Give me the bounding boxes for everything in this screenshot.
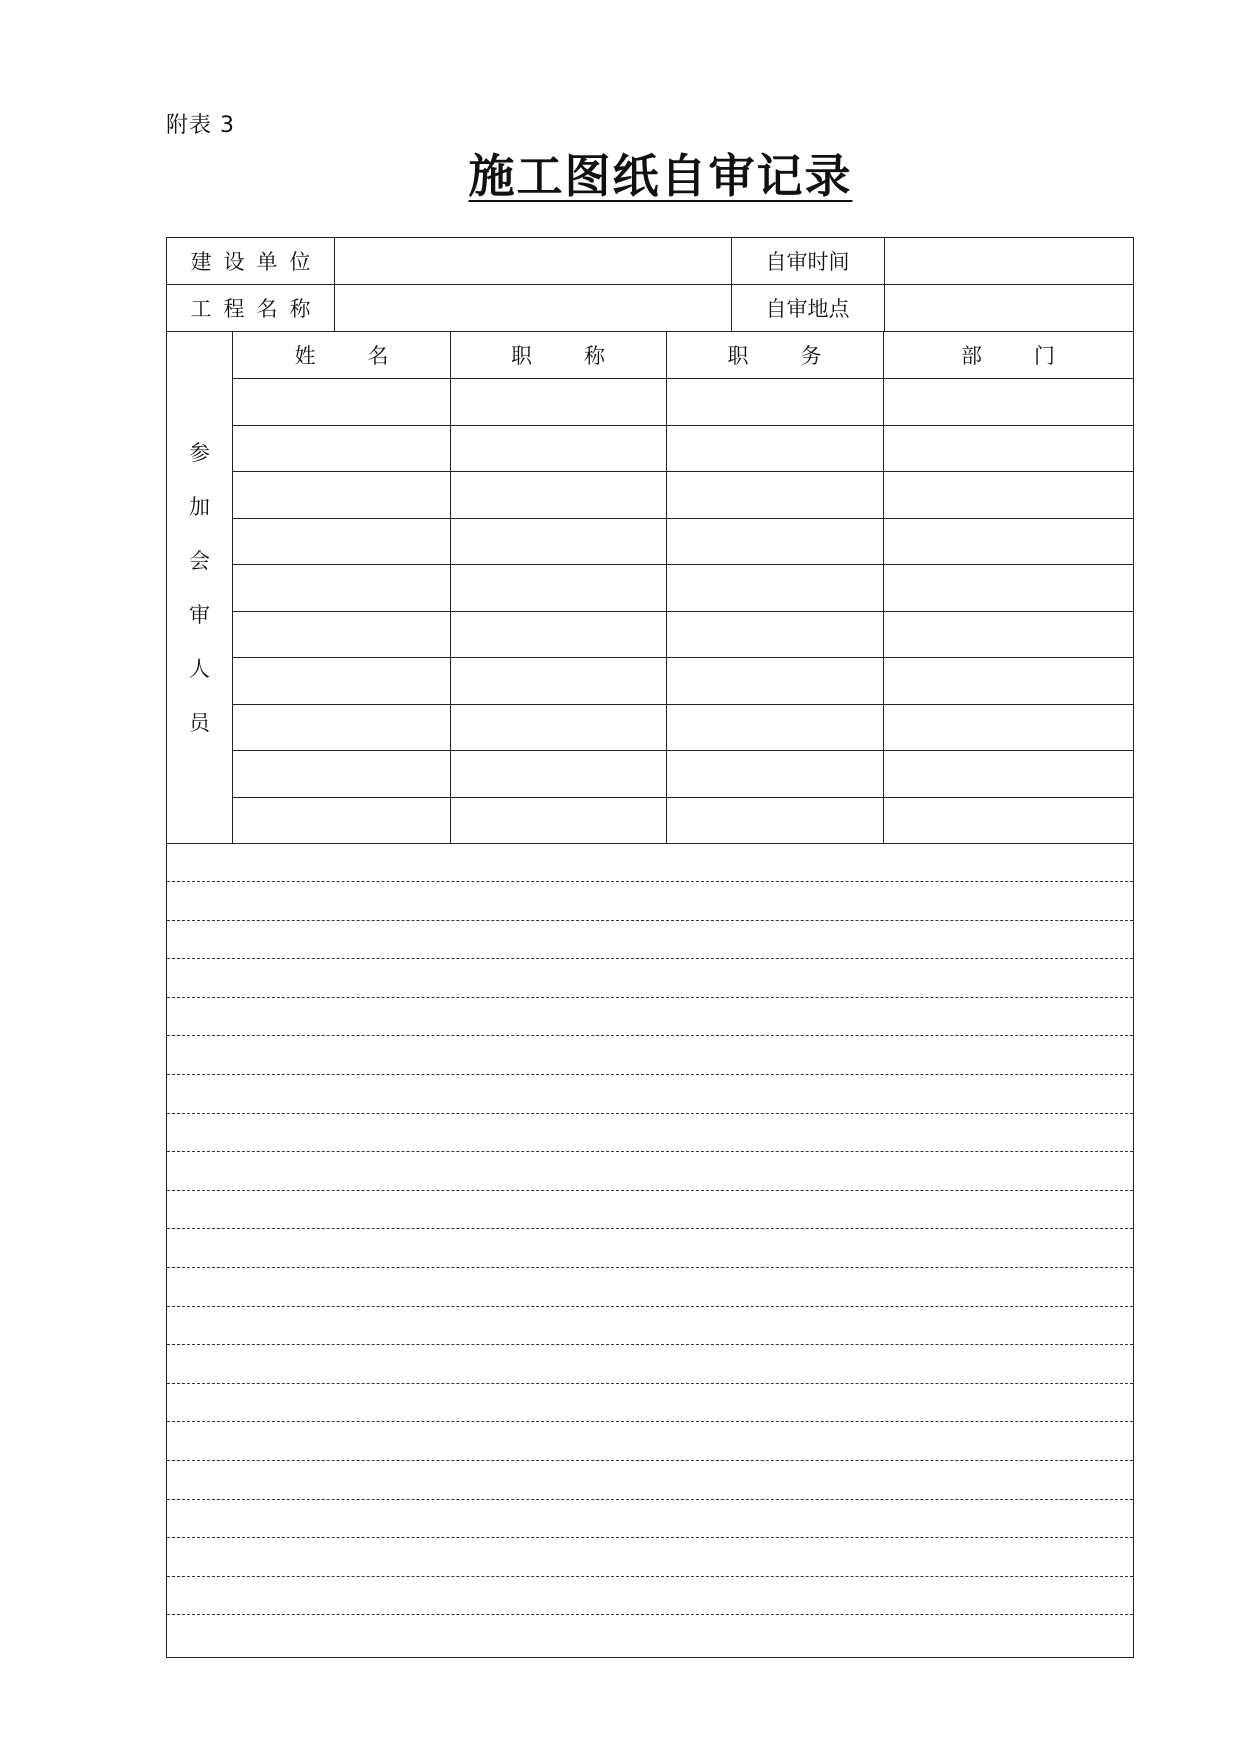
participants-label-char: 人 [189,656,210,681]
note-line[interactable] [167,920,1133,921]
title-cell[interactable] [450,611,666,658]
department-cell[interactable] [883,378,1135,425]
position-cell[interactable] [666,518,883,565]
note-line[interactable] [167,1576,1133,1577]
position-cell[interactable] [666,657,883,704]
department-cell[interactable] [883,471,1135,518]
note-line[interactable] [167,1228,1133,1229]
review-time-label: 自审时间 [765,250,850,274]
department-cell[interactable] [883,518,1135,565]
department-cell[interactable] [883,797,1135,844]
participants-table [233,332,1133,843]
title-cell[interactable] [450,750,666,797]
position-cell[interactable] [666,611,883,658]
position-cell[interactable] [666,704,883,751]
column-header-name: 姓名 [294,344,441,368]
title-cell[interactable] [450,471,666,518]
participants-label-char: 审 [189,602,210,627]
position-cell[interactable] [666,564,883,611]
note-line[interactable] [167,1035,1133,1036]
review-place-field[interactable] [884,285,1133,331]
position-cell[interactable] [666,797,883,844]
appendix-label: 附表 3 [166,113,235,138]
position-cell[interactable] [666,471,883,518]
participants-label-char: 会 [189,548,210,573]
name-cell[interactable] [233,611,450,658]
note-line[interactable] [167,1267,1133,1268]
review-form [166,237,1134,1658]
name-cell[interactable] [233,657,450,704]
project-label: 工程名称 [190,297,323,321]
note-line[interactable] [167,1306,1133,1307]
department-cell[interactable] [883,657,1135,704]
title-cell[interactable] [450,564,666,611]
column-header-department: 部门 [961,344,1107,368]
note-line[interactable] [167,1421,1133,1422]
note-line[interactable] [167,1460,1133,1461]
note-line[interactable] [167,1151,1133,1152]
review-time-field[interactable] [884,238,1133,284]
column-header-title: 职称 [511,344,657,368]
participants-label-char: 加 [189,494,210,519]
department-cell[interactable] [883,750,1135,797]
name-cell[interactable] [233,797,450,844]
department-cell[interactable] [883,425,1135,472]
note-line[interactable] [167,1499,1133,1500]
note-line[interactable] [167,1537,1133,1538]
note-line[interactable] [167,881,1133,882]
name-cell[interactable] [233,750,450,797]
review-place-label: 自审地点 [765,297,850,321]
department-cell[interactable] [883,704,1135,751]
title-cell[interactable] [450,425,666,472]
note-line[interactable] [167,997,1133,998]
note-line[interactable] [167,1383,1133,1384]
column-header-position: 职务 [727,344,874,368]
name-cell[interactable] [233,378,450,425]
title-cell[interactable] [450,378,666,425]
note-line[interactable] [167,1614,1133,1615]
title-text: 施工图纸自审记录 [468,149,853,203]
participants-label [167,332,233,843]
participants-label-char: 员 [189,710,210,735]
department-cell[interactable] [883,611,1135,658]
position-cell[interactable] [666,378,883,425]
notes-area[interactable] [167,843,1133,1657]
note-line[interactable] [167,1113,1133,1114]
position-cell[interactable] [666,425,883,472]
position-cell[interactable] [666,750,883,797]
note-line[interactable] [167,1190,1133,1191]
owner-label: 建设单位 [190,250,323,274]
name-cell[interactable] [233,518,450,565]
name-cell[interactable] [233,425,450,472]
title-cell[interactable] [450,518,666,565]
title-cell[interactable] [450,657,666,704]
note-line[interactable] [167,958,1133,959]
participants-label-char: 参 [189,440,210,465]
project-field[interactable] [334,285,731,331]
name-cell[interactable] [233,564,450,611]
title-cell[interactable] [450,704,666,751]
note-line[interactable] [167,1344,1133,1345]
name-cell[interactable] [233,471,450,518]
title-cell[interactable] [450,797,666,844]
info-row-owner [167,238,1133,285]
info-row-project [167,285,1133,332]
owner-field[interactable] [334,238,731,284]
department-cell[interactable] [883,564,1135,611]
note-line[interactable] [167,1074,1133,1075]
page-title [0,140,1241,206]
name-cell[interactable] [233,704,450,751]
